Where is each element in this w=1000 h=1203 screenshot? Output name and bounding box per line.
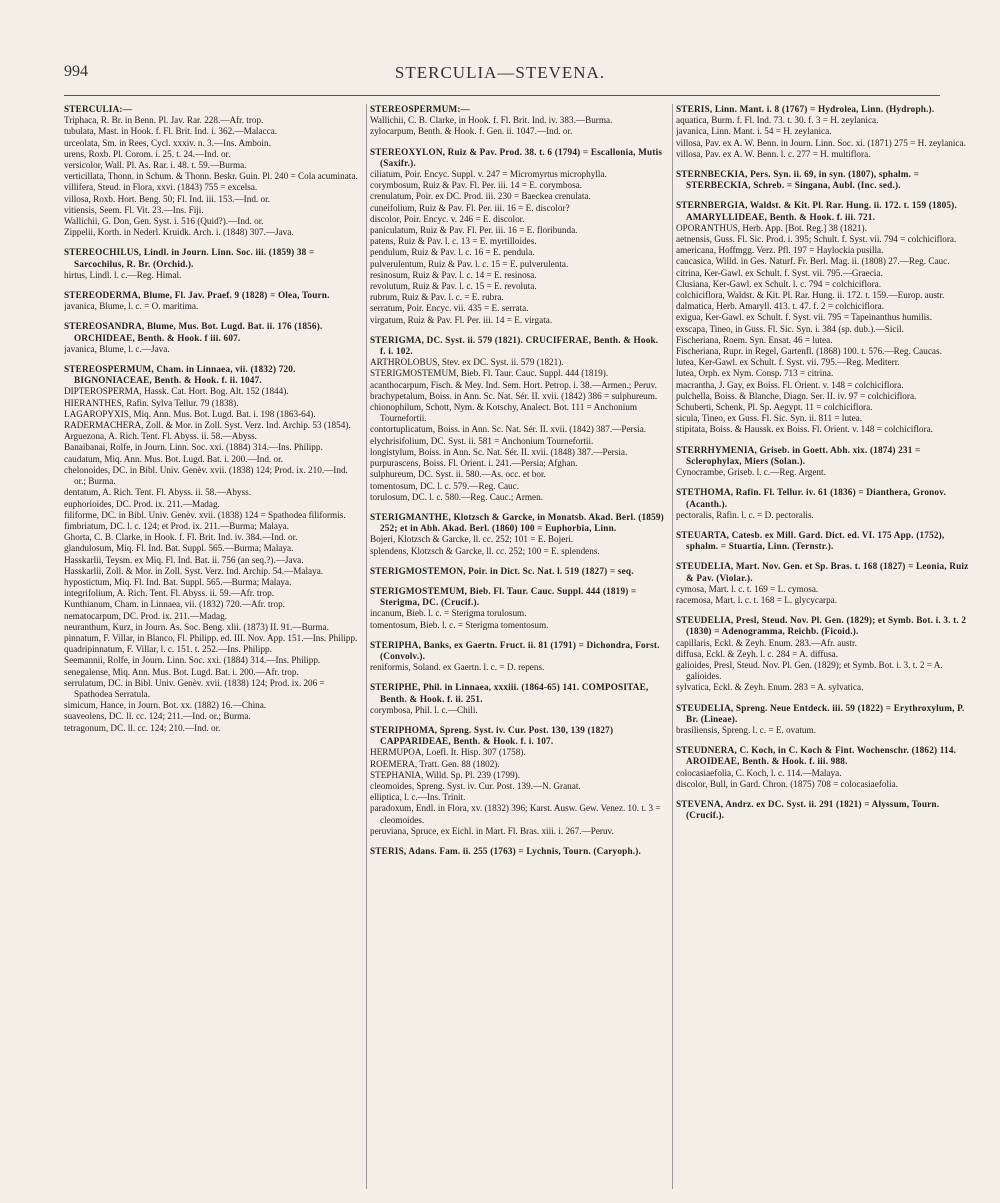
species-entry: brasiliensis, Spreng. l. c. = E. ovatum. [676, 724, 816, 735]
genus-entry: STEREOXYLON, Ruiz & Pav. Prod. 38. t. 6 (1794) = Escallonia, Mutis (Saxifr.). [370, 146, 663, 168]
genus-entry: STEUDNERA, C. Koch, in C. Koch & Fint. Wochenschr. (1862) 114. AROIDEAE, Benth. & Hook. f. iii. 988. [676, 745, 957, 767]
entry-block [64, 364, 360, 734]
column-divider [672, 104, 673, 1189]
species-entry: cymosa, Mart. l. c. t. 169 = L. cymosa. [676, 583, 819, 594]
species-entry: colchiciflora, Waldst. & Kit. Pl. Rar. Hung. ii. 172. t. 159.—Europ. austr. [676, 290, 945, 301]
genus-entry: STEVENA, Andrz. ex DC. Syst. ii. 291 (1821) = Alyssum, Tourn. (Crucif.). [676, 798, 940, 821]
species-entry: javanica, Blume, l. c. = O. maritima. [64, 301, 199, 312]
species-entry: rubrum, Ruiz & Pav. l. c. = E. rubra. [370, 292, 504, 303]
species-entry: patens, Ruiz & Pav. l. c. 13 = E. myrtilloides. [370, 236, 537, 247]
entry-block [370, 512, 666, 557]
species-entry: villosa, Pav. ex A. W. Benn. l. c. 277 = H. multiflora. [676, 148, 871, 159]
entry-block [370, 104, 666, 138]
genus-entry: STERNBERGIA, Waldst. & Kit. Pl. Rar. Hung. ii. 172. t. 159 (1805). AMARYLLIDEAE, Benth. & Hook. f. iii. 721. [676, 200, 957, 222]
species-entry: virgatum, Ruiz & Pav. Fl. Per. iii. 14 = E. virgata. [370, 314, 553, 325]
species-entry: resinosum, Ruiz & Pav. l. c. 14 = E. resinosa. [370, 269, 537, 280]
entry-block [370, 725, 666, 837]
species-entry: cleomoides, Spreng. Syst. iv. Cur. Post. 139.—N. Granat. [370, 780, 581, 791]
species-entry: suaveolens, DC. ll. cc. 124; 211.—Ind. or.; Burma. [64, 711, 251, 722]
species-entry: chionophilum, Schott, Nym. & Kotschy, Analect. Bot. 111 = Anchonium Tournefortii. [370, 402, 638, 424]
species-entry: Bojeri, Klotzsch & Garcke, ll. cc. 252; 101 = E. Bojeri. [370, 534, 574, 545]
species-entry: diffusa, Eckl. & Zeyh. l. c. 284 = A. diffusa. [676, 648, 839, 659]
species-entry: sylvatica, Eckl. & Zeyh. Enum. 283 = A. sylvatica. [676, 682, 864, 693]
species-entry: verticillata, Thonn. in Schum. & Thonn. Beskr. Guin. Pl. 240 = Cola acuminata. [64, 171, 358, 182]
species-entry: fimbriatum, DC. l. c. 124; et Prod. ix. 211.—Burma; Malaya. [64, 520, 289, 531]
entry-block [370, 147, 666, 326]
species-entry: aquatica, Burm. f. Fl. Ind. 73. t. 30. f. 3 = H. zeylanica. [676, 115, 879, 126]
species-entry: HIERANTHES, Rafin. Sylva Tellur. 79 (1838). [64, 397, 239, 408]
entry-block [676, 487, 972, 521]
species-entry: Seemannii, Rolfe, in Journ. Linn. Soc. xxi. (1884) 314.—Ins. Philipp. [64, 655, 321, 666]
species-entry: serrulatum, DC. in Bibl. Univ. Genèv. xvii. (1838) 124; Prod. ix. 206 = Spathodea Serratula. [64, 677, 325, 699]
genus-entry: STERIPHE, Phil. in Linnaea, xxxiii. (1864-65) 141. COMPOSITAE, Benth. & Hook. f. ii. 251. [370, 682, 649, 704]
species-entry: brachypetalum, Boiss. in Ann. Sc. Nat. Sér. II. xvii. (1842) 386 = sulphureum. [370, 390, 658, 401]
species-entry: discolor, Bull, in Gard. Chron. (1875) 708 = colocasiaefolia. [676, 778, 898, 789]
species-entry: reniformis, Soland. ex Gaertn. l. c. = D. repens. [370, 662, 545, 673]
entry-block [676, 169, 972, 191]
species-entry: Kunthianum, Cham. in Linnaea, vii. (1832) 720.—Afr. trop. [64, 599, 285, 610]
species-entry: splendens, Klotzsch & Garcke, ll. cc. 252; 100 = E. splendens. [370, 545, 600, 556]
species-entry: incanum, Bieb. l. c. = Sterigma torulosum. [370, 608, 527, 619]
column-divider [366, 104, 367, 1189]
species-entry: caucasica, Willd. in Ges. Naturf. Fr. Berl. Mag. ii. (1808) 27.—Reg. Cauc. [676, 256, 950, 267]
entry-block [370, 846, 666, 857]
running-head: STERCULIA—STEVENA. [394, 63, 606, 82]
species-entry: serratum, Poir. Encyc. vii. 435 = E. serrata. [370, 303, 529, 314]
species-entry: discolor, Poir. Encyc. v. 246 = E. discolor. [370, 213, 525, 224]
species-entry: hypostictum, Miq. Fl. Ind. Bat. Suppl. 565.—Burma; Malaya. [64, 576, 292, 587]
species-entry: villosa, Roxb. Hort. Beng. 50; Fl. Ind. iii. 153.—Ind. or. [64, 193, 270, 204]
genus-entry: STEUDELIA, Spreng. Neue Entdeck. iii. 59 (1822) = Erythroxylum, P. Br. (Lineae). [676, 702, 965, 724]
genus-entry: STERIPHA, Banks, ex Gaertn. Fruct. ii. 81 (1791) = Dichondra, Forst. (Convolv.). [370, 639, 660, 661]
species-entry: sicula, Tineo, ex Guss. Fl. Sic. Syn. ii. 811 = lutea. [676, 413, 863, 424]
species-entry: Banaibanai, Rolfe, in Journ. Linn. Soc. xxi. (1884) 314.—Ins. Philipp. [64, 442, 323, 453]
species-entry: torulosum, DC. l. c. 580.—Reg. Cauc.; Armen. [370, 491, 544, 502]
species-entry: americana, Hoffmgg. Verz. Pfl. 197 = Haylockia pusilla. [676, 245, 884, 256]
species-entry: tubulata, Mast. in Hook. f. Fl. Brit. Ind. i. 362.—Malacca. [64, 126, 278, 137]
species-entry: pinnatum, F. Villar, in Blanco, Fl. Philipp. ed. III. Nov. App. 151.—Ins. Philipp. [64, 632, 358, 643]
species-entry: contortuplicatum, Boiss. in Ann. Sc. Nat. Sér. II. xvii. (1842) 387.—Persia. [370, 424, 647, 435]
species-entry: javanica, Linn. Mant. i. 54 = H. zeylanica. [676, 126, 832, 137]
species-entry: neuranthum, Kurz, in Journ. As. Soc. Beng. xlii. (1873) II. 91.—Burma. [64, 621, 329, 632]
species-entry: racemosa, Mart. l. c. t. 168 = L. glycycarpa. [676, 594, 838, 605]
entry-block [370, 566, 666, 577]
species-entry: simicum, Hance, in Journ. Bot. xx. (1882) 16.—China. [64, 700, 267, 711]
species-entry: versicolor, Wall. Pl. As. Rar. i. 48. t. 59.—Burma. [64, 160, 247, 171]
species-entry: lutea, Orph. ex Nym. Consp. 713 = citrina. [676, 368, 834, 379]
entry-block [64, 104, 360, 238]
species-entry: Zippelii, Korth. in Nederl. Kruidk. Arch. i. (1848) 307.—Java. [64, 227, 294, 238]
genus-entry: STEUARTA, Catesb. ex Mill. Gard. Dict. ed. VI. 175 App. (1752), sphalm. = Stuartia, Linn. (Ternstr.). [676, 529, 945, 552]
entry-block [676, 530, 972, 552]
species-entry: acanthocarpum, Fisch. & Mey. Ind. Sem. Hort. Petrop. i. 38.—Armen.; Peruv. [370, 379, 657, 390]
species-entry: hirtus, Lindl. l. c.—Reg. Himal. [64, 269, 182, 280]
species-entry: tomentosum, Bieb. l. c. = Sterigma tomentosum. [370, 619, 549, 630]
species-entry: Triphaca, R. Br. in Benn. Pl. Jav. Rar. 228.—Afr. trop. [64, 115, 264, 126]
species-entry: integrifolium, A. Rich. Tent. Fl. Abyss. ii. 59.—Afr. trop. [64, 588, 274, 599]
entry-block [370, 335, 666, 503]
genus-entry: STERIPHOMA, Spreng. Syst. iv. Cur. Post. 130, 139 (1827) CAPPARIDEAE, Benth. & Hook. f. i. 107. [370, 724, 614, 747]
genus-entry: STEREOCHILUS, Lindl. in Journ. Linn. Soc. iii. (1859) 38 = Sarcochilus, R. Br. (Orchid.). [64, 247, 315, 269]
genus-entry: STERNBECKIA, Pers. Syn. ii. 69, in syn. (1807), sphalm. = STERBECKIA, Schreb. = Singana, Aubl. (Inc. sed.). [676, 169, 920, 191]
species-entry: vitiensis, Seem. Fl. Vit. 23.—Ins. Fiji. [64, 204, 204, 215]
species-entry: crenulatum, Poir. ex DC. Prod. iii. 230 = Baeckea crenulata. [370, 191, 591, 202]
species-entry: capillaris, Eckl. & Zeyh. Enum. 283.—Afr. austr. [676, 637, 857, 648]
species-entry: Schuberti, Schenk, Pl. Sp. Aegypt. 11 = colchiciflora. [676, 402, 873, 413]
header-rule [64, 95, 940, 96]
species-entry: Ghorta, C. B. Clarke, in Hook. f. Fl. Brit. Ind. iv. 384.—Ind. or. [64, 532, 298, 543]
species-entry: pendulum, Ruiz & Pav. l. c. 16 = E. pendula. [370, 247, 535, 258]
entry-block [676, 104, 972, 160]
column-3 [676, 104, 972, 1189]
genus-entry: STEUDELIA, Mart. Nov. Gen. et Sp. Bras. t. 168 (1827) = Leonia, Ruiz & Pav. (Violar.). [676, 561, 969, 583]
entry-block [676, 799, 972, 821]
species-entry: corymbosa, Phil. l. c.—Chili. [370, 704, 478, 715]
species-entry: revolutum, Ruiz & Pav. l. c. 15 = E. revoluta. [370, 281, 537, 292]
species-entry: Arguezona, A. Rich. Tent. Fl. Abyss. ii. 58.—Abyss. [64, 431, 257, 442]
species-entry: LAGAROPYXIS, Miq. Ann. Mus. Bot. Lugd. Bat. i. 198 (1863-64). [64, 408, 316, 419]
genus-entry: STERIGMANTHE, Klotzsch & Garcke, in Monatsb. Akad. Berl. (1859) 252; et in Abh. Akad. Berl. (1860) 100 = Euphorbia, Linn. [370, 511, 664, 534]
species-entry: urens, Roxb. Pl. Corom. i. 25. t. 24.—Ind. or. [64, 148, 231, 159]
species-entry: pulchella, Boiss. & Blanche, Diagn. Ser. II. iv. 97 = colchiciflora. [676, 390, 917, 401]
species-entry: OPORANTHUS, Herb. App. [Bot. Reg.] 38 (1821). [676, 222, 867, 233]
species-entry: nematocarpum, DC. Prod. ix. 211.—Madag. [64, 610, 227, 621]
species-entry: dentatum, A. Rich. Tent. Fl. Abyss. ii. 58.—Abyss. [64, 487, 252, 498]
genus-entry: STERRHYMENIA, Griseb. in Goett. Abh. xix. (1874) 231 = Sclerophylax, Miers (Solan.). [676, 444, 921, 466]
genus-entry: STEREOSPERMUM:— [370, 104, 470, 114]
species-entry: STEPHANIA, Willd. Sp. Pl. 239 (1799). [370, 769, 521, 780]
species-entry: RADERMACHERA, Zoll. & Mor. in Zoll. Syst. Verz. Ind. Archip. 53 (1854). [64, 420, 351, 431]
species-entry: villosa, Pav. ex A. W. Benn. in Journ. Linn. Soc. xi. (1871) 275 = H. zeylanica. [676, 137, 966, 148]
species-entry: caudatum, Miq. Ann. Mus. Bot. Lugd. Bat. i. 200.—Ind. or. [64, 453, 283, 464]
species-entry: Fischeriana, Roem. Syn. Ensat. 46 = lutea. [676, 334, 833, 345]
species-entry: longistylum, Boiss. in Ann. Sc. Nat. Sér. II. xvii. (1848) 387.—Persia. [370, 446, 628, 457]
page-number: 994 [64, 63, 88, 80]
species-entry: urceolata, Sm. in Rees, Cycl. xxxiv. n. 3.—Ins. Amboin. [64, 137, 271, 148]
entry-block [676, 561, 972, 606]
species-entry: exigua, Ker-Gawl. ex Schult. f. Syst. vii. 795 = Tapeinanthus humilis. [676, 312, 933, 323]
species-entry: tomentosum, DC. l. c. 579.—Reg. Cauc. [370, 480, 520, 491]
entry-block [676, 703, 972, 737]
species-entry: ARTHROLOBUS, Stev. ex DC. Syst. ii. 579 (1821). [370, 357, 564, 368]
species-entry: HERMUPOA, Loefl. It. Hisp. 307 (1758). [370, 747, 526, 758]
species-entry: chelonoides, DC. in Bibl. Univ. Genèv. xvii. (1838) 124; Prod. ix. 210.—Ind. or.; Burma. [64, 464, 348, 487]
entry-block [64, 290, 360, 312]
species-entry: elychrisifolium, DC. Syst. ii. 581 = Anchonium Tournefortii. [370, 435, 594, 446]
entry-block [64, 247, 360, 281]
species-entry: cuneifolium, Ruiz & Pav. Fl. Per. iii. 16 = E. discolor? [370, 202, 570, 213]
species-entry: paniculatum, Ruiz & Pav. Fl. Per. iii. 16 = E. floribunda. [370, 225, 578, 236]
column-2 [370, 104, 666, 1189]
species-entry: zylocarpum, Benth. & Hook. f. Gen. ii. 1047.—Ind. or. [370, 126, 573, 137]
species-entry: colocasiaefolia, C. Koch, l. c. 114.—Malaya. [676, 767, 842, 778]
species-entry: exscapa, Tineo, in Guss. Fl. Sic. Syn. i. 384 (sp. dub.).—Sicil. [676, 323, 904, 334]
genus-entry: STERCULIA:— [64, 104, 133, 114]
species-entry: citrina, Ker-Gawl. ex Schult. f. Syst. vii. 795.—Graecia. [676, 267, 883, 278]
species-entry: pectoralis, Rafin. l. c. = D. pectoralis. [676, 509, 814, 520]
genus-entry: STERIS, Adans. Fam. ii. 255 (1763) = Lychnis, Tourn. (Caryoph.). [370, 845, 642, 856]
species-entry: ROEMERA, Tratt. Gen. 88 (1802). [370, 758, 500, 769]
species-entry: stipitata, Boiss. & Haussk. ex Boiss. Fl. Orient. v. 148 = colchiciflora. [676, 424, 933, 435]
entry-block [370, 586, 666, 631]
genus-entry: STETHOMA, Rafin. Fl. Tellur. iv. 61 (1836) = Dianthera, Gronov. (Acanth.). [676, 487, 947, 509]
text-columns [64, 104, 969, 1189]
species-entry: Wallichii, G. Don, Gen. Syst. i. 516 (Quid?).—Ind. or. [64, 216, 264, 227]
genus-entry: STEUDELIA, Presl, Steud. Nov. Pl. Gen. (1829); et Symb. Bot. i. 3. t. 2 (1830) = Adenogramma, Reichb. (Ficoid.). [676, 615, 967, 637]
species-entry: villifera, Steud. in Flora, xxvi. (1843) 755 = excelsa. [64, 182, 258, 193]
species-entry: corymbosum, Ruiz & Pav. Fl. Per. iii. 14 = E. corymbosa. [370, 180, 583, 191]
species-entry: aetnensis, Guss. Fl. Sic. Prod. i. 395; Schult. f. Syst. vii. 794 = colchiciflora. [676, 234, 957, 245]
species-entry: sulphureum, DC. Syst. ii. 580.—As. occ. et bor. [370, 469, 546, 480]
entry-block [64, 321, 360, 355]
species-entry: quadripinnatum, F. Villar, l. c. 151. t. 252.—Ins. Philipp. [64, 644, 272, 655]
species-entry: elliptica, l. c.—Ins. Trinit. [370, 792, 466, 803]
species-entry: filiforme, DC. in Bibl. Univ. Genèv. xvii. (1838) 124 = Spathodea filiformis. [64, 509, 346, 520]
species-entry: Wallichii, C. B. Clarke, in Hook. f. Fl. Brit. Ind. iv. 383.—Burma. [370, 115, 613, 126]
species-entry: peruviana, Spruce, ex Eichl. in Mart. Fl. Bras. xiii. i. 267.—Peruv. [370, 825, 614, 836]
species-entry: Hasskarlii, Teysm. ex Miq. Fl. Ind. Bat. ii. 756 (an seq.?).—Java. [64, 554, 304, 565]
species-entry: STERIGMOSTEMUM, Bieb. Fl. Taur. Cauc. Suppl. 444 (1819). [370, 368, 609, 379]
entry-block [676, 445, 972, 479]
species-entry: macrantha, J. Gay, ex Boiss. Fl. Orient. v. 148 = colchiciflora. [676, 379, 904, 390]
genus-entry: STERIGMOSTEMON, Poir. in Dict. Sc. Nat. l. 519 (1827) = seq. [370, 565, 634, 576]
species-entry: DIPTEROSPERMA, Hassk. Cat. Hort. Bog. Alt. 152 (1844). [64, 386, 289, 397]
species-entry: Hasskarlii, Zoll. & Mor. in Zoll. Syst. Verz. Ind. Archip. 54.—Malaya. [64, 565, 324, 576]
entry-block [676, 200, 972, 435]
species-entry: javanica, Blume, l. c.—Java. [64, 343, 170, 354]
species-entry: paradoxum, Endl. in Flora, xv. (1832) 396; Karst. Ausw. Gew. Venez. 10. t. 3 = cleomoides. [370, 803, 661, 825]
species-entry: purpurascens, Boiss. Fl. Orient. i. 241.—Persia; Afghan. [370, 458, 578, 469]
genus-entry: STERIS, Linn. Mant. i. 8 (1767) = Hydrolea, Linn. (Hydroph.). [676, 104, 935, 114]
species-entry: Fischeriana, Rupr. in Regel, Gartenfl. (1868) 100. t. 576.—Reg. Caucas. [676, 346, 942, 357]
genus-entry: STERIGMOSTEMUM, Bieb. Fl. Taur. Cauc. Suppl. 444 (1819) = Sterigma, DC. (Crucif.). [370, 585, 637, 608]
species-entry: tetragonum, DC. ll. cc. 124; 210.—Ind. or. [64, 722, 221, 733]
species-entry: glandulosum, Miq. Fl. Ind. Bat. Suppl. 565.—Burma; Malaya. [64, 543, 294, 554]
genus-entry: STEREOSPERMUM, Cham. in Linnaea, vii. (1832) 720. BIGNONIACEAE, Benth. & Hook. f. ii. 1047. [64, 364, 296, 386]
entry-block [370, 682, 666, 716]
genus-entry: STERIGMA, DC. Syst. ii. 579 (1821). CRUCIFERAE, Benth. & Hook. f. i. 102. [370, 334, 659, 357]
entry-block [370, 640, 666, 674]
species-entry: Clusiana, Ker-Gawl. ex Schult. l. c. 794 = colchiciflora. [676, 278, 882, 289]
species-entry: dalmatica, Herb. Amaryll. 413. t. 47. f. 2 = colchiciflora. [676, 301, 885, 312]
entry-block [676, 615, 972, 693]
genus-entry: STEREOSANDRA, Blume, Mus. Bot. Lugd. Bat. ii. 176 (1856). ORCHIDEAE, Benth. & Hook. f iii. 607. [64, 321, 323, 343]
species-entry: pulverulentum, Ruiz & Pav. l. c. 15 = E. pulverulenta. [370, 258, 569, 269]
column-1 [64, 104, 360, 1189]
species-entry: ciliatum, Poir. Encyc. Suppl. v. 247 = Micromyrtus microphylla. [370, 169, 607, 180]
genus-entry: STEREODERMA, Blume, Fl. Jav. Praef. 9 (1828) = Olea, Tourn. [64, 290, 330, 301]
species-entry: Cynocrambe, Griseb. l. c.—Reg. Argent. [676, 467, 826, 478]
species-entry: euphorioides, DC. Prod. ix. 211.—Madag. [64, 498, 220, 509]
species-entry: lutea, Ker-Gawl. ex Schult. f. Syst. vii. 795.—Reg. Mediterr. [676, 357, 900, 368]
species-entry: galioides, Presl, Steud. Nov. Pl. Gen. (1829); et Symb. Bot. i. 3. t. 2 = A. galioides. [676, 659, 943, 682]
species-entry: senegalense, Miq. Ann. Mus. Bot. Lugd. Bat. i. 200.—Afr. trop. [64, 666, 299, 677]
entry-block [676, 745, 972, 790]
